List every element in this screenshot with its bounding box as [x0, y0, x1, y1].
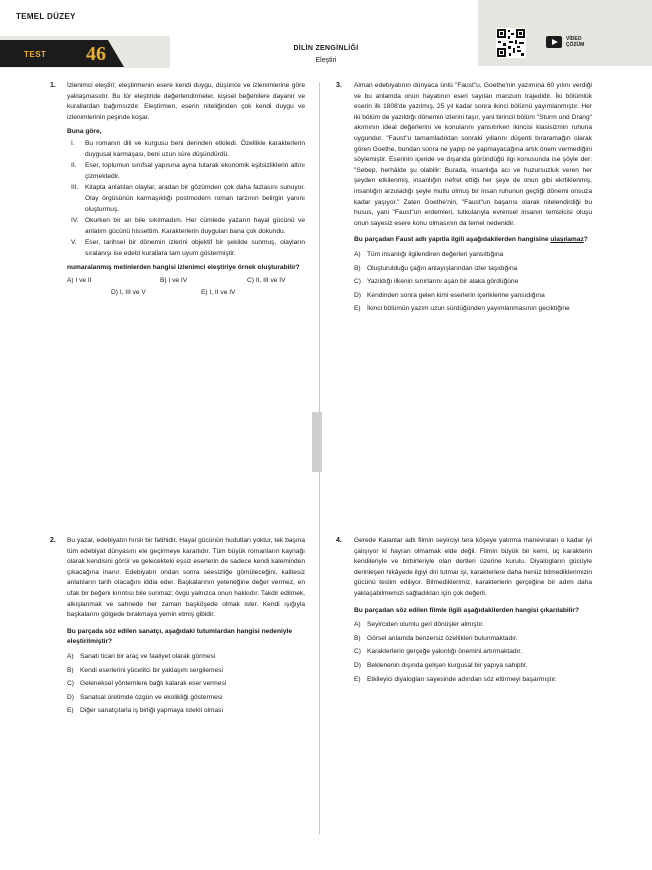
option-c[interactable]: C) Geleneksel yöntemlere bağlı kalarak eser vermesi [67, 680, 227, 688]
roman-item: I. Bu romanın dili ve kurgusu beni derinden etkiledi. Özellikle karakterlerin duygusal karmaşası, beni uzun süre düşündürdü. [71, 139, 305, 158]
option-e[interactable]: E) I, II ve IV [201, 289, 236, 297]
option-d[interactable]: D) I, III ve V [111, 289, 146, 297]
option-e[interactable]: E) Diğer sanatçılarla iş birliği yapmaya istekli olması [67, 707, 224, 715]
option-d[interactable]: D) Beklenenin dışında gelişen kurgusal bir yapıya sahiptir. [354, 661, 528, 669]
question-2 [67, 536, 305, 720]
question-2-text: Bu yazar, edebiyatın hırslı bir fatihidir. Hayal gücünün hudutları yoktur, tek başına tüm edebiyat dünyasını ele geçirmeye kararlıdır. Tüm büyük romanların kaynağı olarak kendisini görür ve gelecekteki eşsiz eserlerin de sadece kendi kaleminden çıkacağına inanır. Edebiyatın ondan sonra seesizliğe gömüleceğini, kalitesiz anlatıların tarih olacağını iddia eder. Başkalarının yeteneğine değer vermez, en ufak bir beğeni kırıntısı bile sunmaz; övgü yalnızca onun hakkıdır. Takdir edilmek, alkışlanmak ve sahnede her zaman başköşede olmak ister. Kendi ışığıyla başkalarını gölgede bırakmaya yemin etmiş gibidir. [67, 537, 305, 619]
option-b[interactable]: B) Oluşturulduğu çağın anlayışlarından izler taşıdığına [354, 264, 518, 272]
question-1-number: 1. [50, 82, 56, 89]
question-3 [354, 81, 592, 318]
roman-item: II. Eser, toplumun sınıfsal yapısına ayna tutarak ekonomik eşitsizliklerin altını çizmektedir. [71, 162, 305, 180]
test-number: 46 [86, 43, 106, 65]
option-a[interactable]: A) Seyirciden olumlu geri dönüşler almıştır. [354, 621, 484, 629]
question-4-number: 4. [336, 537, 342, 544]
option-c[interactable]: C) II, III ve IV [247, 277, 286, 285]
video-play-icon[interactable] [546, 36, 562, 48]
question-4-stem: Bu parçadan söz edilen filmle ilgili aşağıdakilerden hangisi çıkarılabilir? [354, 606, 579, 614]
question-1-lead: Buna göre, [67, 128, 102, 136]
option-b[interactable]: B) I ve IV [160, 277, 188, 285]
question-1-stem: numaralanmış metinlerden hangisi izlenimci eleştiriye örnek oluşturabilir? [67, 263, 300, 271]
video-solution-label[interactable]: VİDEO ÇÖZÜM [566, 36, 585, 48]
question-4 [354, 536, 592, 688]
question-1 [67, 81, 305, 300]
question-3-text: Alman edebiyatının dünyaca ünlü "Faust"u, Goethe'nin yazımına 60 yılını verdiği ve bu anlamda onun hayatının eseri sayılan manzum trajedidir. İki bölümlük eserin ilk 1808'de yazılmış, 25 yıl kadar sonra ikinci bölümü yayımlanmıştır. Her iki bölüm de yazıldığı dönemin izlerini taşır, yani birincil bölüm "Sturm und Drang" akımının ideal değerlerini ve konularını yansıtırken ikincisi klasisizmin ruhuna uygundur. "Faust"u tamamladıktan sonraki yıllarını düşenti bıraramağın olarak gören Goethe, bundan sonra ne yapıp ne yapmayacağına artık önem vermediğini söylemiştir. Eserinin içeride ve dışarıda göründüğü ilgi konusunda ise şöyle der: "Sebep, herhâlde şu olabilir: Burada, insanlığa acı ve huzursuzluk veren her şeyden etkilenmiş, insanlığın nefret ettiği her şeye de onun gibi ekrtiklenmiş, insanlığın arzuladığı şeyle mutlu olmuş bir insan ruhunun geçtiği dönemi onsuza kadar yaşıyor." Zaten Goethe'nin, "Faust"un başarısı olarak nitelendirdiği bu husus, yani "Faust"un erdemleri, tutkularıyla evrensel insanın temsilcisi oluşu onun sayesiz esere konu olmasının da temel nedenidir. [354, 82, 592, 227]
question-1-options [67, 276, 305, 300]
option-b[interactable]: B) Görsel anlamda benzersiz özellikleri bulunmaktadır. [354, 634, 518, 642]
roman-item: V. Eser, tarihsel bir dönemin izlerini objektif bir şekilde sunmuş, olayların sıralanışı ise edebî kurallara tam uyum göstermiştir. [71, 239, 305, 257]
question-3-number: 3. [336, 82, 342, 89]
option-e[interactable]: E) Etkileyici diyalogları sayesinde adından söz ettirmeyi başarmıştır. [354, 675, 557, 683]
roman-item: IV. Okurken bir an bile sıkılmadım. Her cümlede yazarın hayal gücünü ve anlatım gücünü hissettim. Karakterlerin duyguları bana çok dokundu. [71, 217, 305, 235]
option-a[interactable]: A) I ve II [67, 277, 92, 285]
level-label: TEMEL DÜZEY [16, 12, 76, 21]
option-c[interactable]: C) Yazıldığı ilkenin sınırlarını aşan bir alaka gördüğüne [354, 278, 519, 286]
question-2-number: 2. [50, 537, 56, 544]
option-c[interactable]: C) Karakterlerin gerçeğe yakınlığı önemini artırmaktadır. [354, 648, 523, 656]
test-label: TEST [24, 50, 47, 59]
qr-code-icon[interactable] [496, 28, 526, 58]
option-d[interactable]: D) Sanatsal üretimde özgün ve ekolikliği göstermesi [67, 693, 223, 701]
question-4-text: Gerede Kalanlar adlı filmin seyirciyi tera köşeye yatırma manevraları o kadar iyi çalışıyor ki hayran olmamak elde değil. Filmin büyük bir kemi, üç karakterin kendileriyle ve birbirleriyle olan dertleri üzerine kurulu. Diyalogların gücüyle derinleşen hikâyede ilgiyi diri tutmaı işi, karakterlere daha henüz bilmediklerimizin gücünü teslim ediliyor. Bilmediklerimiz, karakterlerin gerçeğine bir adım daha yaklaşabilmemizi sağladıkları için çok değerli. [354, 537, 592, 597]
question-3-stem: Bu parçadan Faust adlı yapıtla ilgili aşağıdakilerden hangisine ulaşılamaz? [354, 236, 588, 244]
option-a[interactable]: A) Sanatı ticari bir araç ve faaliyet olarak görmesi [67, 652, 216, 660]
question-1-intro: İzlenimci eleştiri; eleştirmenin esere kendi duygu, düşünce ve izlenimlerine göre yaklaşmasıdır. Bu tür eleştiride değerlendirmeler, kişisel beğenilere dayanır ve kurallardan bağımsızdır. Eleştirmen, eserin niteliğinden çok kendi duygu ve izlenimlerinin peşinde koşar. [67, 82, 305, 121]
topic-title: Eleştiri [315, 57, 337, 64]
question-2-stem: Bu parçada söz edilen sanatçı, aşağıdaki tutumlardan hangisi nedeniyle eleştirilmiştir? [67, 627, 292, 646]
option-a[interactable]: A) Tüm insanlığı ilgilendiren değerleri yansıttığına [354, 250, 504, 258]
side-watermark [312, 412, 322, 472]
roman-item: III. Kitapta anlatılan olaylar, aradan bir gözümden çok daha fazlasını sunuyor. Olay örgüsünün karmaşıklığı postmodern roman tarzının belirgin yanını oluşturmuş. [71, 184, 305, 213]
option-d[interactable]: D) Kendinden sonra gelen kimi eserlerin içeriklerine yansıdığına [354, 291, 545, 299]
option-e[interactable]: E) İkinci bölümün yazım uzun sürdüğünden yayımlanmasının geciktiğine [354, 305, 570, 313]
subject-title: DİLİN ZENGİNLİĞİ [293, 45, 359, 52]
option-b[interactable]: B) Kendi eserlerini yücelitci bir yaklaşım sergilemesi [67, 666, 223, 674]
